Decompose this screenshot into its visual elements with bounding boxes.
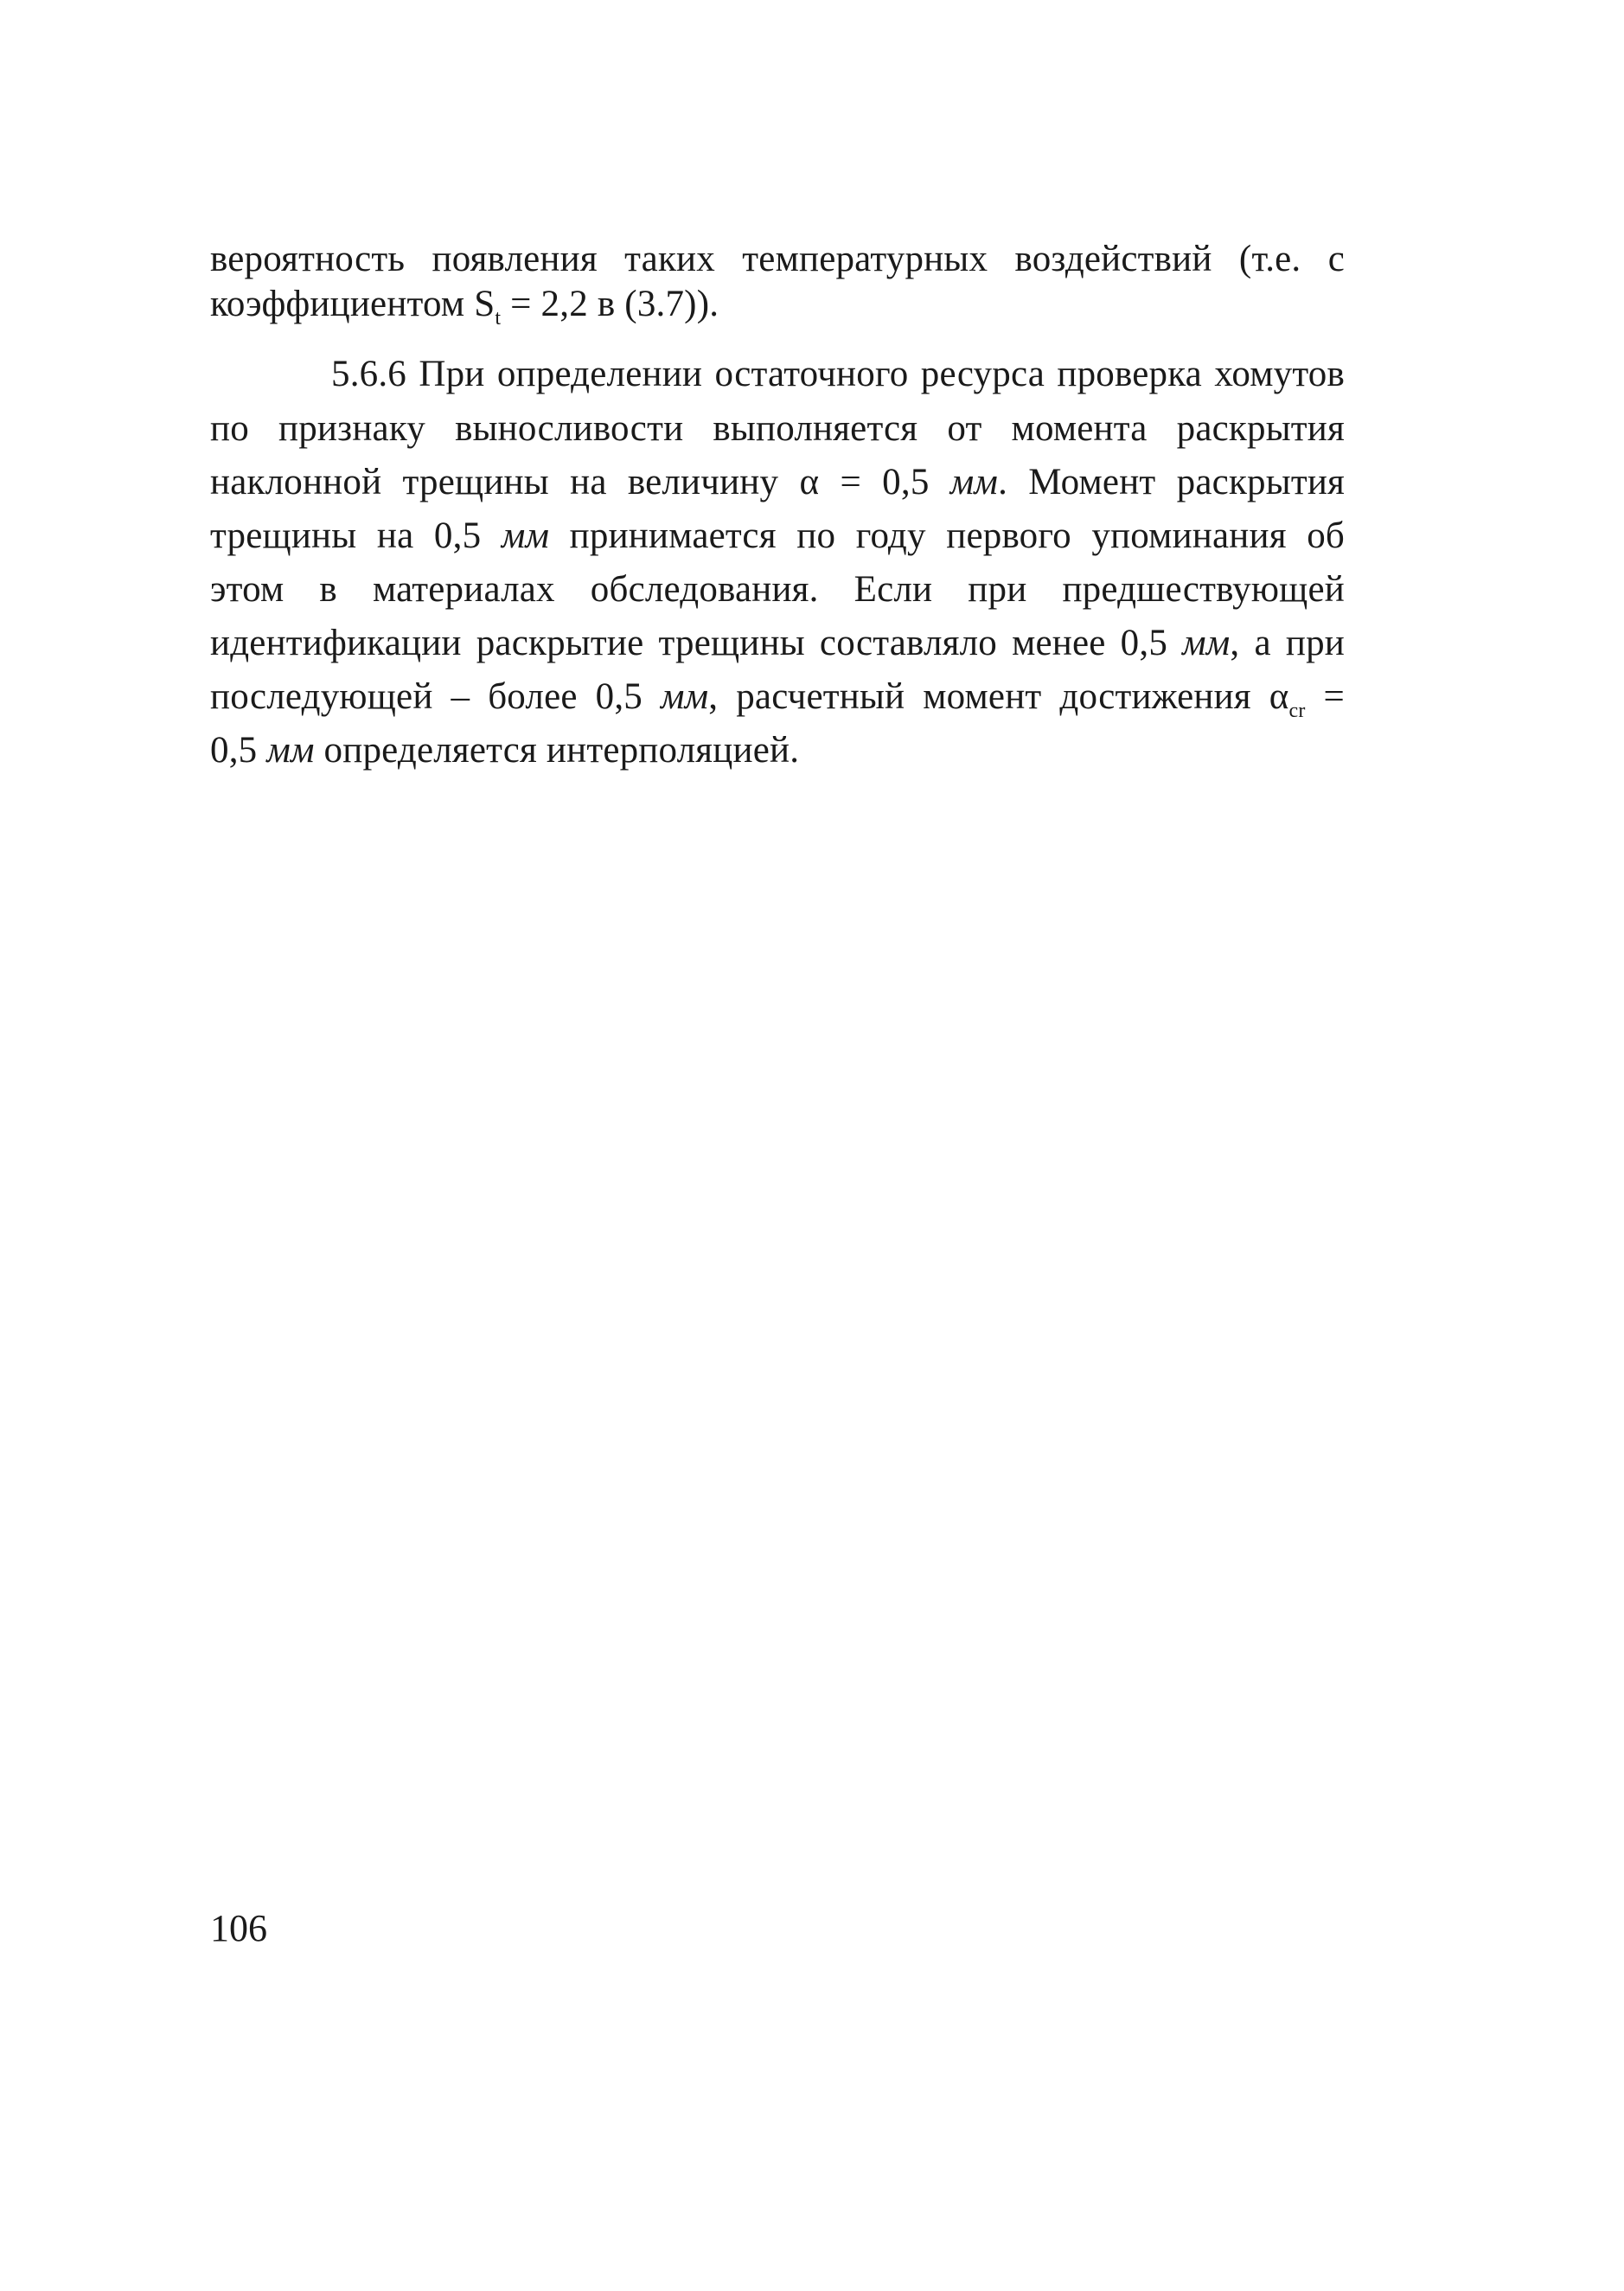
text-line-5: наклонной трещины на величину α = 0,5 мм. Момент раскрытия <box>210 462 1346 502</box>
text-line-4: по признаку выносливости выполняется от момента раскрытия <box>210 408 1345 449</box>
text-line-2: коэффициентом $S_t = 2,2$ в (3.7)). <box>210 284 719 330</box>
text-line-10: 0,5 мм определяется интерполяцией. <box>210 730 800 771</box>
text-line-3: 5.6.6 При определении остаточного ресурса проверка хомутов <box>331 354 1345 394</box>
text-line-9: последующей – более 0,5 мм, расчетный момент достижения $\alpha_{cr}$ = <box>210 676 1345 722</box>
text-line-1: вероятность появления таких температурных воздействий (т.е. с <box>210 239 1345 279</box>
text-line-6: трещины на 0,5 мм принимается по году первого упоминания об <box>210 515 1346 556</box>
text-line-7: этом в материалах обследования. Если при предшествующей <box>210 569 1345 610</box>
subscript-cr: cr <box>1288 700 1306 722</box>
text-line-8: идентификации раскрытие трещины составляло менее 0,5 мм, а при <box>210 623 1345 663</box>
subscript-t: t <box>495 307 502 330</box>
page-number: 106 <box>210 1907 267 1949</box>
